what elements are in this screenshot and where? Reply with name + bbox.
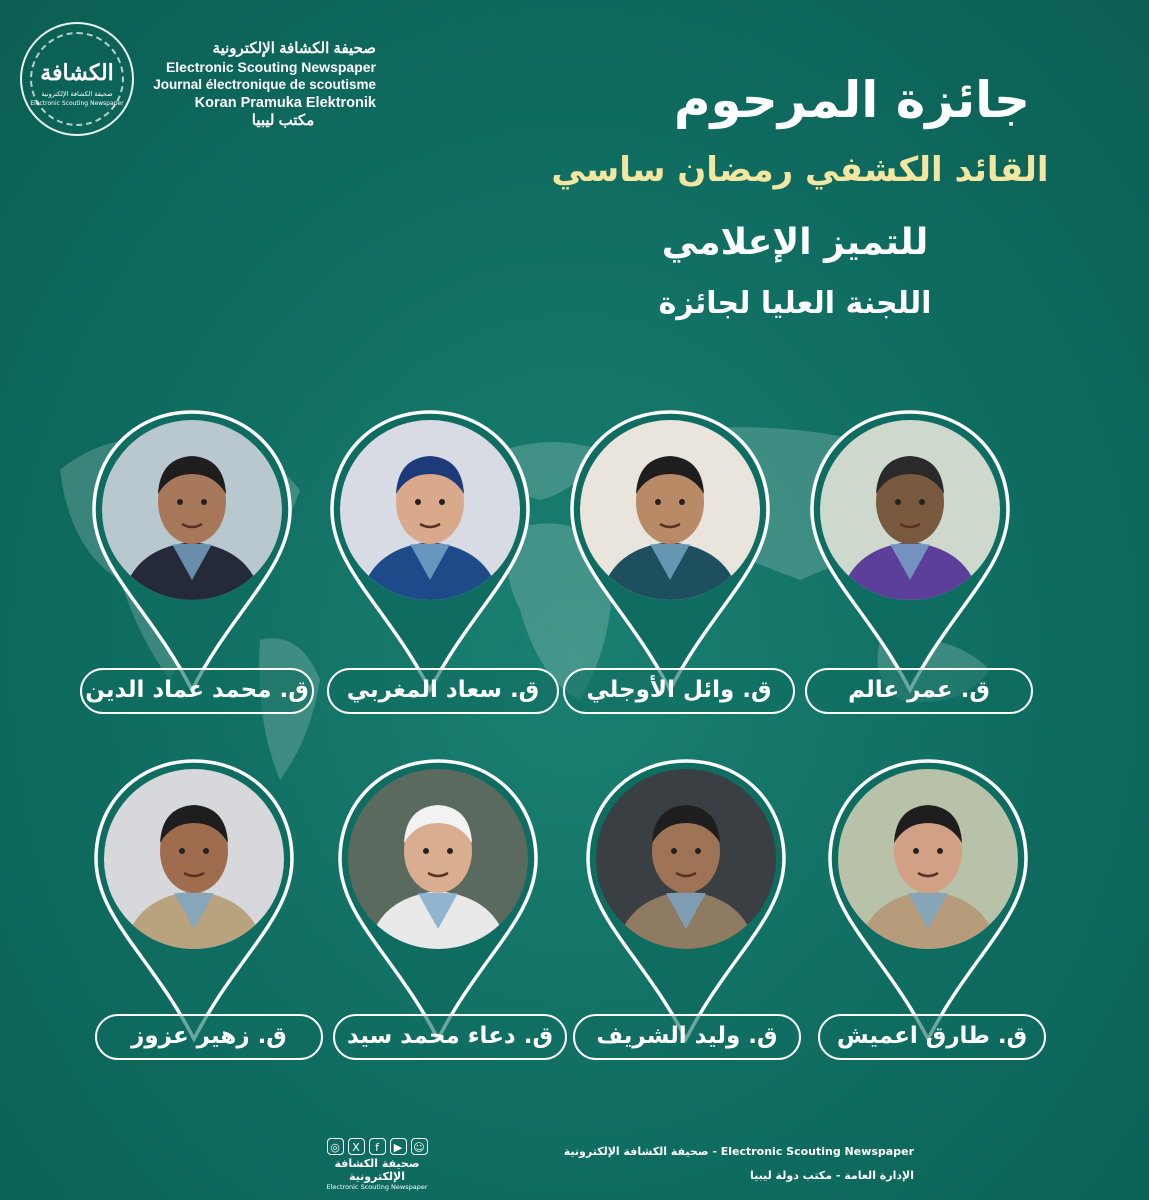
- member-name: ق. دعاء محمد سيد: [333, 1014, 567, 1060]
- logo-subtitle-en: Electronic Scouting Newspaper: [30, 100, 124, 107]
- member-photo: [838, 769, 1018, 949]
- member-name: ق. عمر عالم: [805, 668, 1033, 714]
- member-photo: [104, 769, 284, 949]
- x-icon[interactable]: X: [348, 1138, 365, 1155]
- name-english: Electronic Scouting Newspaper: [165, 59, 376, 75]
- social-name-ar: صحيفة الكشافة الإلكترونية: [334, 1157, 420, 1183]
- member-name: ق. طارق اعميش: [818, 1014, 1046, 1060]
- newspaper-names: [150, 40, 376, 130]
- member-pin: [826, 757, 1030, 1043]
- member-name: ق. وائل الأوجلي: [563, 668, 795, 714]
- member-pin: [92, 757, 296, 1043]
- member-name: ق. محمد عماد الدين: [80, 668, 314, 714]
- award-title: جائزة المرحوم: [673, 71, 1030, 129]
- award-honoree: القائد الكشفي رمضان ساسي: [551, 150, 1049, 190]
- newspaper-logo: [20, 22, 134, 136]
- member-name: ق. زهير عزوز: [95, 1014, 323, 1060]
- social-icons: [312, 1138, 442, 1155]
- member-name: ق. وليد الشريف: [573, 1014, 801, 1060]
- social-block: [312, 1138, 442, 1192]
- member-pin: [336, 757, 540, 1043]
- footer-line-1: صحيفة الكشافة الإلكترونية - Electronic Scouting Newspaper: [563, 1145, 914, 1158]
- member-pin: [584, 757, 788, 1043]
- member-photo: [340, 420, 520, 600]
- social-name-en: Electronic Scouting Newspaper: [326, 1183, 428, 1191]
- member-pin: [808, 408, 1012, 694]
- award-category: للتميز الإعلامي: [661, 222, 929, 263]
- member-pin: [568, 408, 772, 694]
- name-arabic: صحيفة الكشافة الإلكترونية: [212, 40, 376, 57]
- logo-title: الكشافة: [40, 60, 114, 86]
- youtube-icon[interactable]: ▶: [390, 1138, 407, 1155]
- name-french: Journal électronique de scoutisme: [153, 77, 376, 92]
- name-indonesian: Koran Pramuka Elektronik: [194, 95, 376, 111]
- snapchat-icon[interactable]: ☺: [411, 1138, 428, 1155]
- instagram-icon[interactable]: ◎: [327, 1138, 344, 1155]
- office-label: مكتب ليبيا: [251, 112, 315, 129]
- member-photo: [580, 420, 760, 600]
- member-name: ق. سعاد المغربي: [327, 668, 559, 714]
- member-photo: [820, 420, 1000, 600]
- logo-subtitle-ar: صحيفة الكشافة الإلكترونية: [41, 90, 113, 98]
- member-photo: [596, 769, 776, 949]
- member-pin: [328, 408, 532, 694]
- member-pin: [90, 408, 294, 694]
- member-photo: [102, 420, 282, 600]
- footer-text: [560, 1140, 914, 1188]
- member-photo: [348, 769, 528, 949]
- committee-label: اللجنة العليا لجائزة: [658, 286, 932, 321]
- facebook-icon[interactable]: f: [369, 1138, 386, 1155]
- footer-line-2: الإدارة العامة - مكتب دولة ليبيا: [750, 1169, 914, 1182]
